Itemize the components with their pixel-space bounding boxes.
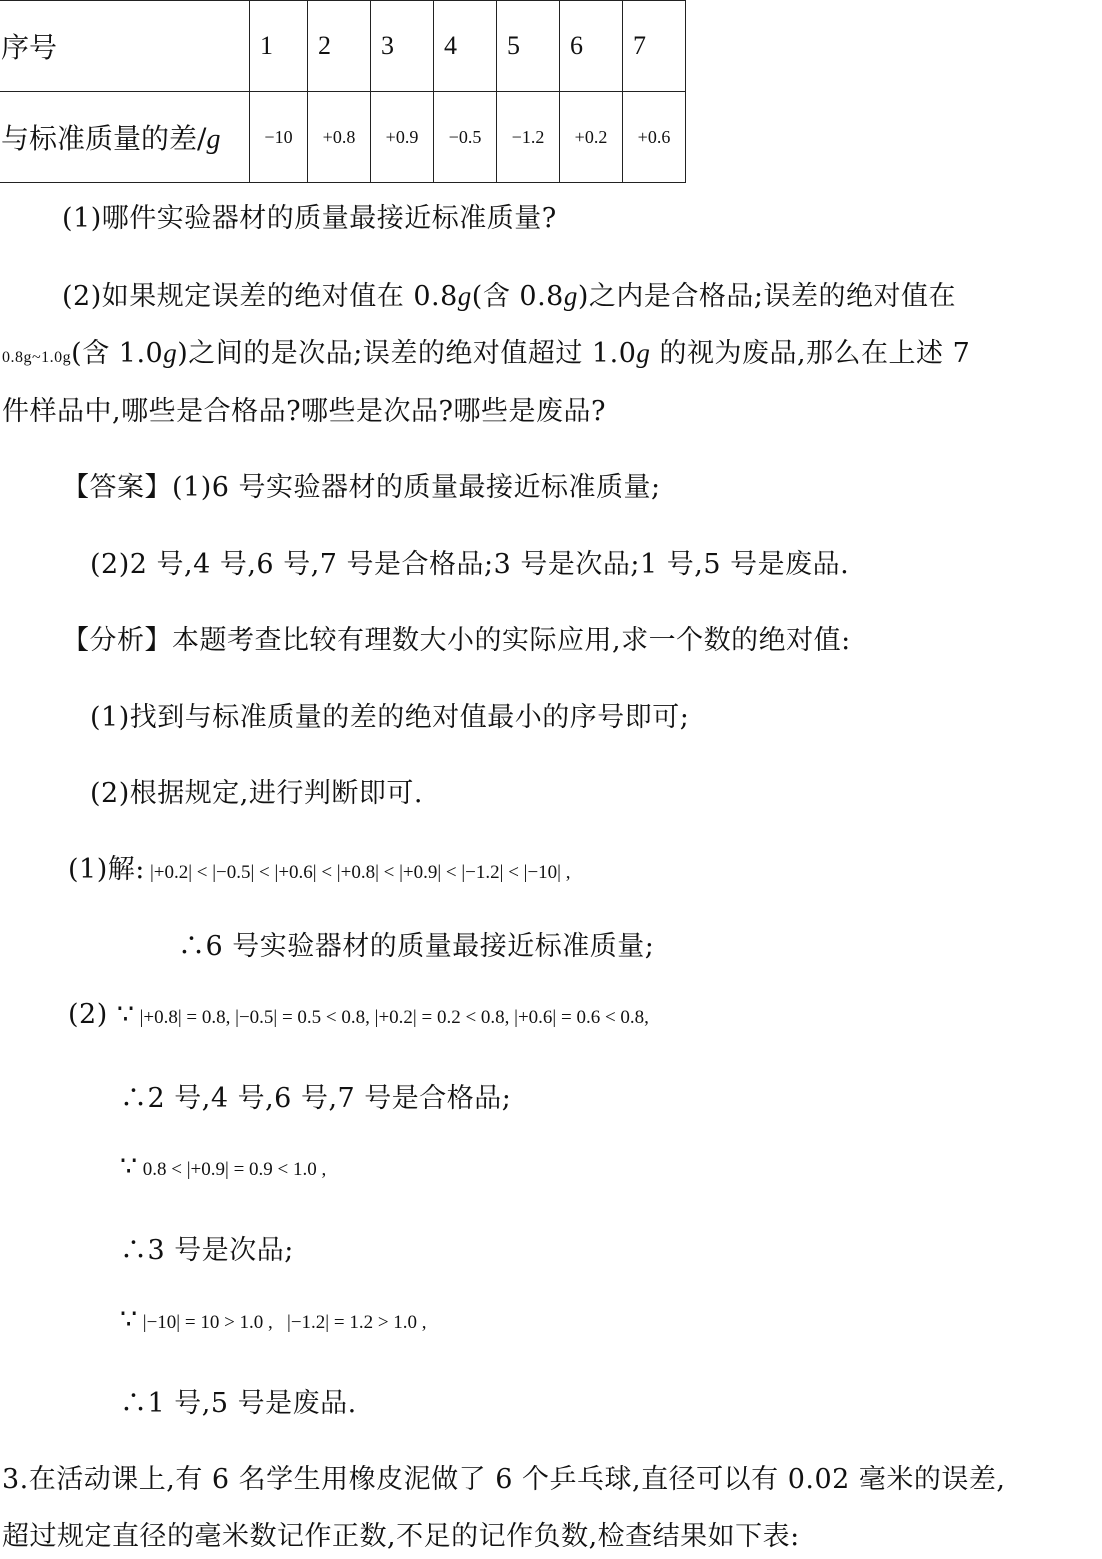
table-row: [0, 92, 686, 183]
table-cell: 6: [560, 1, 623, 92]
range-label: 0.8g~1.0g: [2, 349, 72, 366]
analysis-step-2: (2)根据规定,进行判断即可.: [90, 778, 423, 809]
table-cell: −10: [250, 92, 308, 183]
table-row: [0, 1, 686, 92]
table-cell: 5: [497, 1, 560, 92]
table-header-diff: [0, 92, 250, 183]
table-cell: 2: [308, 1, 371, 92]
solution-conclusion-3: ∴3 号是次品;: [120, 1235, 294, 1266]
table-cell: +0.9: [371, 92, 434, 183]
question-2-line-3: 件样品中,哪些是合格品?哪些是次品?哪些是废品?: [2, 396, 607, 427]
solution-label: (2) ∵: [68, 999, 135, 1030]
table-cell: +0.6: [623, 92, 686, 183]
table-cell: −0.5: [434, 92, 497, 183]
solution-label: (1)解:: [68, 854, 145, 885]
mass-difference-table: [0, 0, 686, 183]
next-problem-line-1: 3.在活动课上,有 6 名学生用橡皮泥做了 6 个乒乓球,直径可以有 0.02 毫米的误差,: [2, 1464, 1006, 1495]
table-cell: +0.8: [308, 92, 371, 183]
answer-1: 【答案】(1)6 号实验器材的质量最接近标准质量;: [62, 472, 661, 503]
question-2-line-2: [2, 331, 970, 370]
solution-conclusion-2: ∴2 号,4 号,6 号,7 号是合格品;: [120, 1083, 512, 1114]
question-2-line-1: [62, 274, 956, 313]
q2-text: (含 1.0: [71, 338, 164, 369]
solution-conclusion-1: ∴6 号实验器材的质量最接近标准质量;: [178, 931, 655, 962]
q2-text: (含 0.8: [471, 281, 564, 312]
because-symbol: ∵: [120, 1151, 138, 1182]
analysis-intro: 【分析】本题考查比较有理数大小的实际应用,求一个数的绝对值:: [62, 625, 851, 656]
table-cell: 1: [250, 1, 308, 92]
table-cell: 3: [371, 1, 434, 92]
table-cell: +0.2: [560, 92, 623, 183]
unit-g: g: [636, 338, 651, 368]
table-cell: 4: [434, 1, 497, 92]
math-expression: |+0.2| < |−0.5| < |+0.6| < |+0.8| < |+0.9| < |−1.2| < |−10| ,: [149, 862, 571, 883]
solution-part-4: [120, 1304, 427, 1335]
table-cell: 7: [623, 1, 686, 92]
math-expression: 0.8 < |+0.9| = 0.9 < 1.0 ,: [142, 1159, 327, 1180]
question-1: (1)哪件实验器材的质量最接近标准质量?: [62, 203, 557, 234]
table-cell: −1.2: [497, 92, 560, 183]
unit-g: g: [563, 281, 578, 311]
q2-text: 的视为废品,那么在上述 7: [650, 338, 971, 369]
unit-g: g: [457, 281, 472, 311]
solution-part-2: [68, 999, 649, 1030]
solution-part-3: [120, 1151, 326, 1182]
q2-text: (2)如果规定误差的绝对值在 0.8: [62, 281, 458, 312]
analysis-step-1: (1)找到与标准质量的差的绝对值最小的序号即可;: [90, 702, 690, 733]
q2-text: )之内是合格品;误差的绝对值在: [577, 281, 956, 312]
math-expression: |+0.8| = 0.8, |−0.5| = 0.5 < 0.8, |+0.2| = 0.2 < 0.8, |+0.6| = 0.6 < 0.8,: [139, 1007, 649, 1028]
next-problem-line-2: 超过规定直径的毫米数记作正数,不足的记作负数,检查结果如下表:: [2, 1521, 800, 1552]
answer-2: (2)2 号,4 号,6 号,7 号是合格品;3 号是次品;1 号,5 号是废品.: [90, 549, 850, 580]
solution-conclusion-4: ∴1 号,5 号是废品.: [120, 1388, 357, 1419]
because-symbol: ∵: [120, 1304, 138, 1335]
diff-label: 与标准质量的差/: [1, 122, 207, 155]
table-header-index: 序号: [0, 1, 250, 92]
unit-g: g: [163, 338, 178, 368]
diff-unit: g: [206, 124, 221, 155]
q2-text: )之间的是次品;误差的绝对值超过 1.0: [177, 338, 637, 369]
math-expression: |−10| = 10 > 1.0 , |−1.2| = 1.2 > 1.0 ,: [142, 1312, 427, 1333]
solution-part-1: [68, 847, 571, 886]
